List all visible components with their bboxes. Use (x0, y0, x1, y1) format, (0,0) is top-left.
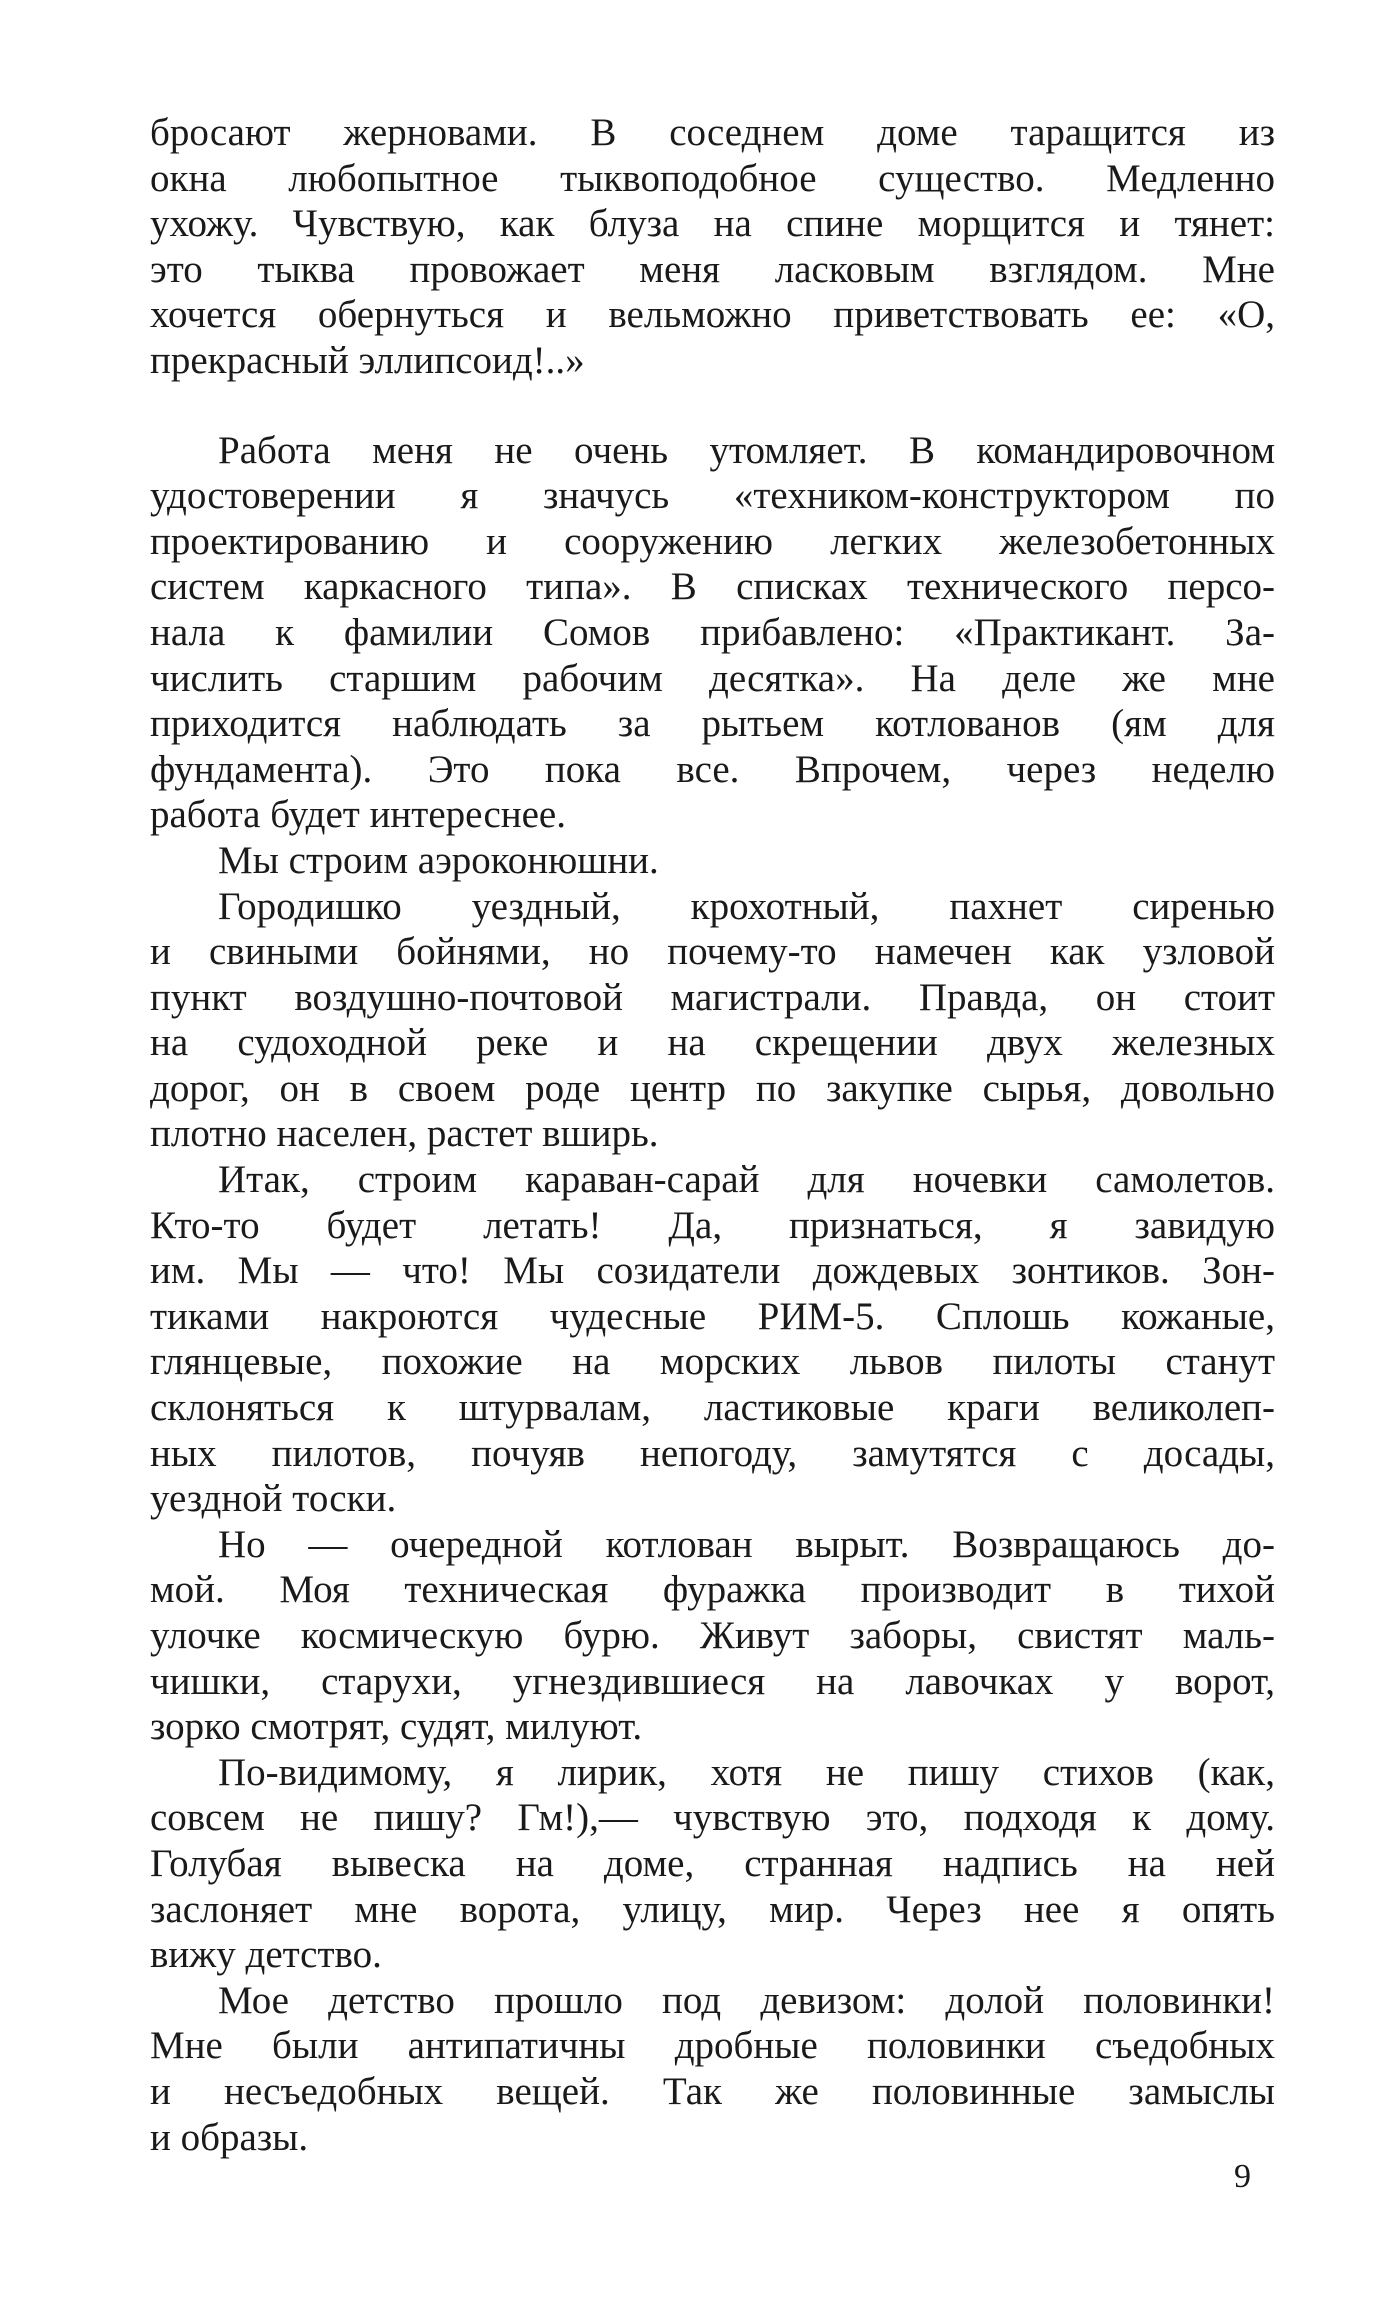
text-line: прекрасный эллипсоид!..» (150, 338, 585, 382)
text-line: совсем не пишу? Гм!),— чувствую это, подходя к дому. (150, 1796, 1275, 1840)
text-line: Но — очередной котлован вырыт. Возвращаюсь до- (218, 1522, 1275, 1566)
text-line: на судоходной реке и на скрещении двух железных (150, 1021, 1275, 1065)
text-line: это тыква провожает меня ласковым взглядом. Мне (150, 247, 1275, 291)
text-line: Работа меня не очень утомляет. В командировочном (218, 428, 1275, 472)
text-line: зорко смотрят, судят, милуют. (150, 1705, 643, 1749)
text-line: Мне были антипатичны дробные половинки съедобных (150, 2024, 1275, 2068)
paragraph (150, 1978, 1275, 2160)
text-line: хочется обернуться и вельможно приветствовать ее: «О, (150, 293, 1275, 337)
text-line: Итак, строим караван-сарай для ночевки самолетов. (218, 1158, 1275, 1202)
text-line: окна любопытное тыквоподобное существо. Медленно (150, 156, 1275, 200)
text-line: систем каркасного типа». В списках технического персо- (150, 565, 1275, 609)
text-line: По-видимому, я лирик, хотя не пишу стихов (как, (218, 1750, 1275, 1794)
text-line: Мы строим аэроконюшни. (218, 838, 659, 882)
text-line: фундамента). Это пока все. Впрочем, через неделю (150, 747, 1275, 791)
text-line: ухожу. Чувствую, как блуза на спине морщится и тянет: (150, 202, 1275, 246)
text-line: и несъедобных вещей. Так же половинные замыслы (150, 2069, 1275, 2113)
page-number: 9 (1234, 2158, 1251, 2195)
text-line: плотно населен, растет вширь. (150, 1112, 659, 1156)
text-line: им. Мы — что! Мы созидатели дождевых зонтиков. Зон- (150, 1249, 1275, 1293)
paragraph (150, 428, 1275, 838)
text-line: работа будет интереснее. (150, 793, 566, 837)
paragraph (150, 1522, 1275, 1750)
text-line: Кто-то будет летать! Да, признаться, я завидую (150, 1203, 1275, 1247)
text-line: удостоверении я значусь «техником-конструктором по (150, 474, 1275, 518)
text-line: бросают жерновами. В соседнем доме таращится из (150, 111, 1275, 154)
paragraph (150, 884, 1275, 1158)
text-line: нала к фамилии Сомов прибавлено: «Практикант. За- (150, 610, 1275, 654)
paragraph (150, 110, 1275, 384)
text-line: проектированию и сооружению легких железобетонных (150, 519, 1275, 563)
text-line: ных пилотов, почуяв непогоду, замутятся с досады, (150, 1431, 1275, 1475)
text-line: пункт воздушно-почтовой магистрали. Правда, он стоит (150, 975, 1275, 1019)
text-line: и свиными бойнями, но почему-то намечен как узловой (150, 930, 1275, 974)
text-line: глянцевые, похожие на морских львов пилоты станут (150, 1340, 1275, 1384)
text-line: Городишко уездный, крохотный, пахнет сиренью (218, 884, 1275, 928)
book-page-text (150, 110, 1275, 2160)
text-line: заслоняет мне ворота, улицу, мир. Через нее я опять (150, 1887, 1275, 1931)
text-line: числить старшим рабочим десятка». На деле же мне (150, 656, 1275, 700)
paragraph (150, 1157, 1275, 1522)
paragraph (150, 838, 1275, 884)
text-line: чишки, старухи, угнездившиеся на лавочках у ворот, (150, 1659, 1275, 1703)
text-line: мой. Моя техническая фуражка производит в тихой (150, 1568, 1275, 1612)
text-line: тиками накроются чудесные РИМ-5. Сплошь кожаные, (150, 1294, 1275, 1338)
text-line: склоняться к штурвалам, ластиковые краги великолеп- (150, 1386, 1275, 1430)
text-line: уездной тоски. (150, 1477, 397, 1521)
text-line: Голубая вывеска на доме, странная надпись на ней (150, 1841, 1275, 1885)
text-line: и образы. (150, 2115, 309, 2159)
text-line: приходится наблюдать за рытьем котлованов (ям для (150, 702, 1275, 746)
paragraph (150, 1750, 1275, 1978)
section-break (150, 384, 1275, 428)
text-line: вижу детство. (150, 1933, 382, 1977)
text-line: улочке космическую бурю. Живут заборы, свистят маль- (150, 1614, 1275, 1657)
text-line: Мое детство прошло под девизом: долой половинки! (218, 1978, 1275, 2022)
text-line: дорог, он в своем роде центр по закупке сырья, довольно (150, 1066, 1275, 1110)
